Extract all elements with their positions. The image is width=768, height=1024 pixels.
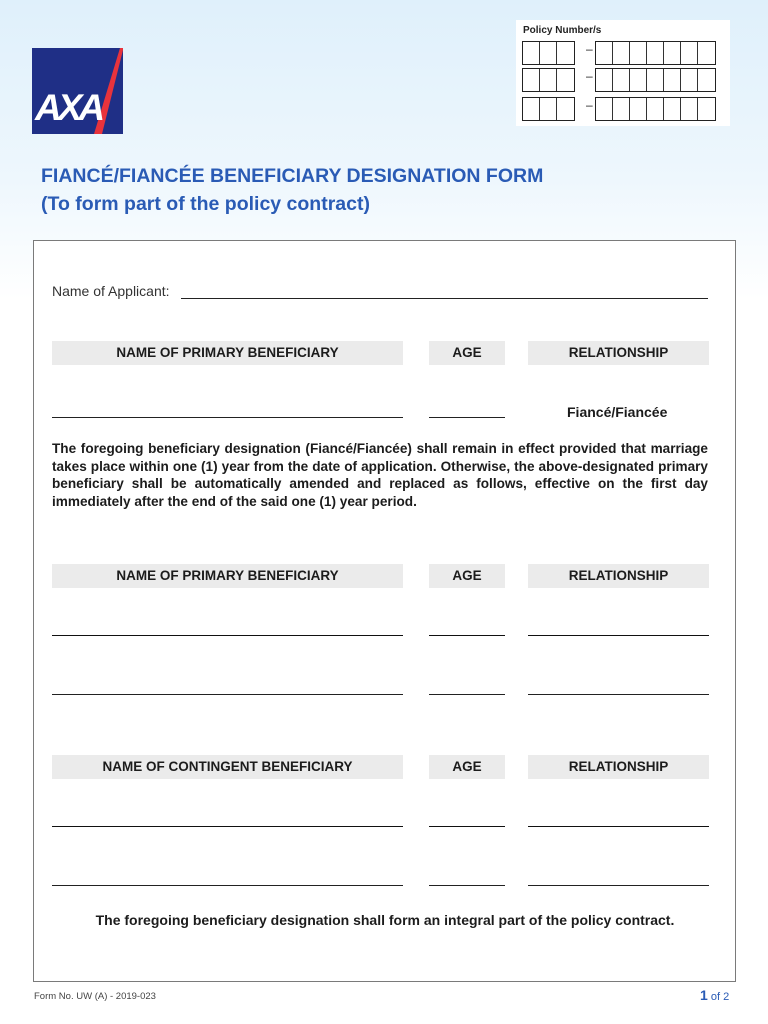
replacement-beneficiary-relationship-field[interactable]: [528, 635, 709, 636]
form-number: Form No. UW (A) - 2019-023: [34, 991, 156, 1002]
relationship-header: RELATIONSHIP: [528, 341, 709, 365]
primary-beneficiary-age-field[interactable]: [429, 417, 505, 418]
age-header: AGE: [429, 755, 505, 779]
relationship-header: RELATIONSHIP: [528, 755, 709, 779]
axa-logo: [32, 48, 123, 134]
age-header: AGE: [429, 341, 505, 365]
applicant-name-field[interactable]: [181, 298, 708, 299]
page-number: [700, 987, 729, 1003]
dash-separator: –: [586, 98, 593, 112]
contingent-beneficiary-age-field[interactable]: [429, 885, 505, 886]
contingent-beneficiary-relationship-field[interactable]: [528, 826, 709, 827]
applicant-label: Name of Applicant:: [52, 283, 170, 299]
replacement-beneficiary-relationship-field[interactable]: [528, 694, 709, 695]
page-current: 1: [700, 987, 708, 1003]
page-total: of 2: [710, 991, 730, 1003]
policy-number-cells[interactable]: [595, 97, 716, 121]
designation-paragraph: The foregoing beneficiary designation (Fiancé/Fiancée) shall remain in effect provided that marriage takes place within one (1) year from the date of application. Otherwise, the above-designated primary beneficiary shall be automatically amended and replaced as follows, effective on the first day immediately after the end of the said one (1) year period.: [52, 441, 708, 509]
dash-separator: –: [586, 69, 593, 83]
contingent-beneficiary-header: NAME OF CONTINGENT BENEFICIARY: [52, 755, 403, 779]
policy-number-box: [516, 20, 730, 126]
replacement-beneficiary-age-field[interactable]: [429, 635, 505, 636]
primary-beneficiary-name-field[interactable]: [52, 417, 403, 418]
contingent-beneficiary-age-field[interactable]: [429, 826, 505, 827]
contingent-beneficiary-name-field[interactable]: [52, 885, 403, 886]
relationship-value: Fiancé/Fiancée: [567, 404, 668, 420]
policy-number-label: Policy Number/s: [523, 25, 602, 36]
primary-beneficiary-header: NAME OF PRIMARY BENEFICIARY: [52, 564, 403, 588]
contingent-beneficiary-relationship-field[interactable]: [528, 885, 709, 886]
form-title: [41, 162, 543, 218]
relationship-header: RELATIONSHIP: [528, 564, 709, 588]
policy-prefix-cells[interactable]: [522, 41, 575, 65]
policy-prefix-cells[interactable]: [522, 97, 575, 121]
age-header: AGE: [429, 564, 505, 588]
dash-separator: –: [586, 42, 593, 56]
policy-number-cells[interactable]: [595, 68, 716, 92]
form-title-line1: FIANCÉ/FIANCÉE BENEFICIARY DESIGNATION FORM: [41, 165, 544, 187]
primary-beneficiary-header: NAME OF PRIMARY BENEFICIARY: [52, 341, 403, 365]
replacement-beneficiary-age-field[interactable]: [429, 694, 505, 695]
form-title-line2: (To form part of the policy contract): [41, 193, 370, 215]
replacement-beneficiary-name-field[interactable]: [52, 694, 403, 695]
policy-prefix-cells[interactable]: [522, 68, 575, 92]
policy-number-cells[interactable]: [595, 41, 716, 65]
closing-statement: The foregoing beneficiary designation shall form an integral part of the policy contract.: [95, 912, 675, 928]
replacement-beneficiary-name-field[interactable]: [52, 635, 403, 636]
logo-wordmark: AXA: [35, 87, 102, 128]
contingent-beneficiary-name-field[interactable]: [52, 826, 403, 827]
